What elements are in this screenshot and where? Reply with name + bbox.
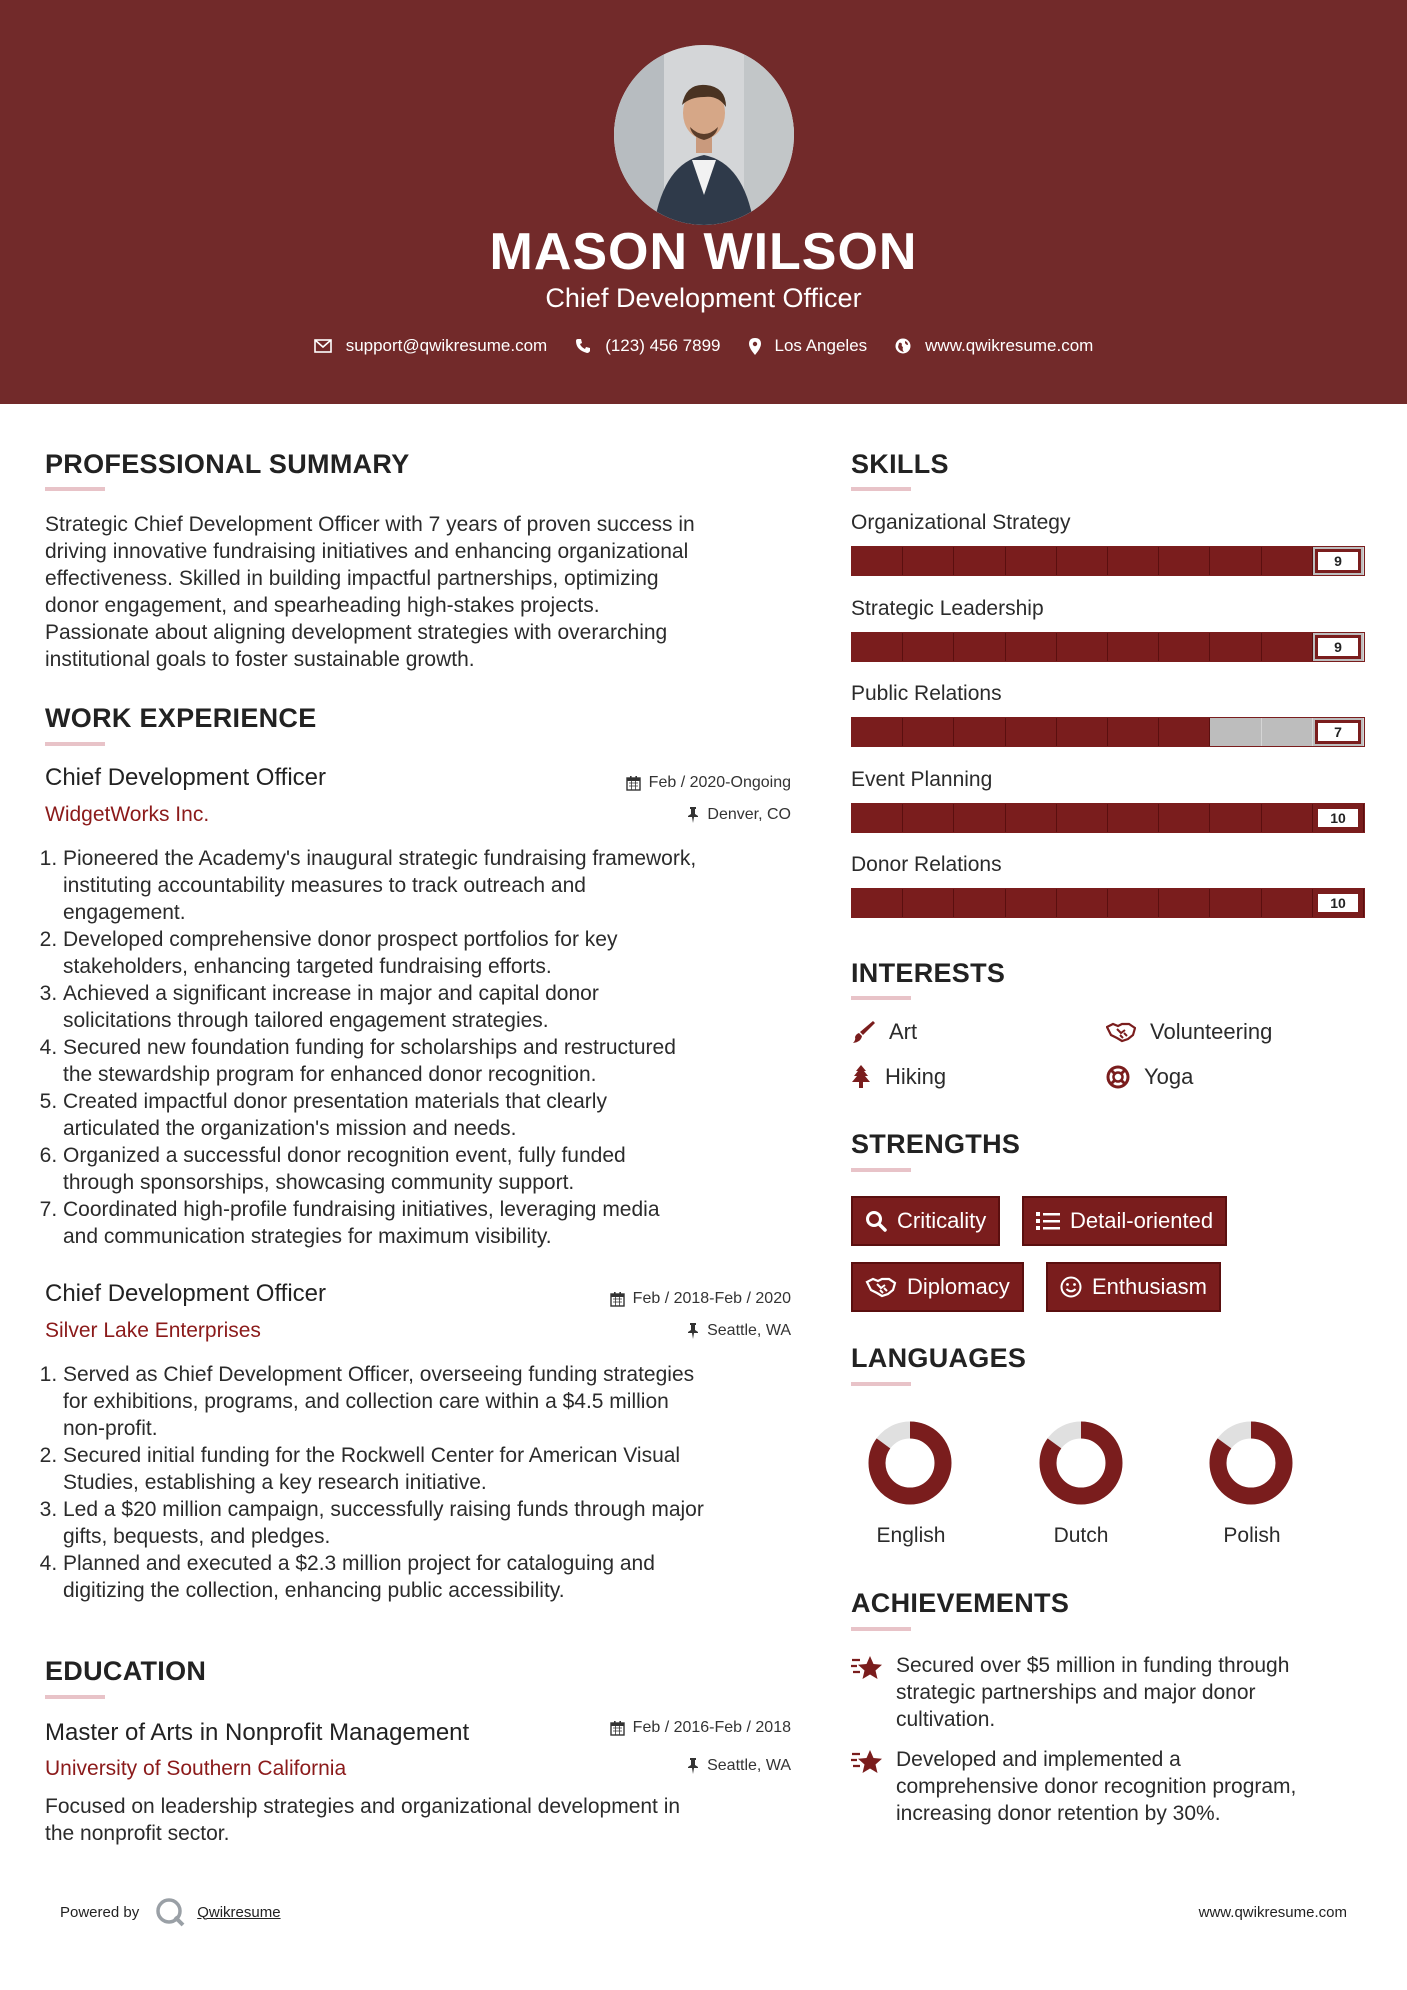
skill-bar-segment (1108, 804, 1159, 832)
interest-label: Yoga (1144, 1064, 1194, 1089)
skill-bar-segment (1262, 718, 1313, 746)
skill-bar-segment (852, 633, 903, 661)
skill-bar-segment (1006, 547, 1057, 575)
skill-level-badge: 7 (1315, 720, 1361, 744)
star-icon (851, 1655, 883, 1681)
strength-tag (1046, 1262, 1221, 1312)
skill-bar-segment (903, 633, 954, 661)
job-dates-text: Feb / 2018-Feb / 2020 (632, 1290, 791, 1307)
envelope-icon (314, 339, 332, 353)
skill-bar-segment (1210, 547, 1261, 575)
strength-label: Diplomacy (907, 1274, 1010, 1299)
interest-item (851, 1019, 917, 1045)
summary-line: institutional goals to foster sustainable growth. (45, 648, 475, 671)
skill-label: Strategic Leadership (851, 597, 1044, 620)
skill-bar-segment (903, 804, 954, 832)
contact-location (749, 336, 868, 356)
work-heading-underline (45, 742, 105, 746)
skill-bar-segment (1159, 718, 1210, 746)
paintbrush-icon (851, 1020, 875, 1044)
job-location-text: Seattle, WA (707, 1322, 791, 1339)
job-title: Chief Development Officer (45, 764, 327, 791)
candidate-title: Chief Development Officer (545, 283, 862, 313)
education-dates (500, 1719, 791, 1737)
skill-bar (851, 632, 1365, 662)
list-item: 2. Secured initial funding for the Rockwell Center for American Visual Studies, establishing a key research initiative. (63, 1442, 815, 1496)
skills-heading-underline (851, 487, 911, 491)
location-text: Los Angeles (774, 336, 868, 355)
pushpin-icon (687, 1323, 699, 1339)
skill-bar-segment (852, 889, 903, 917)
strength-tag (1022, 1196, 1227, 1246)
job-bullets (45, 845, 815, 1250)
search-icon (865, 1210, 887, 1232)
skill-bar-segment (1057, 718, 1108, 746)
skill-bar-segment (903, 547, 954, 575)
contact-website[interactable] (895, 336, 1093, 356)
profile-photo (614, 45, 794, 225)
list-item: 1. Pioneered the Academy's inaugural strategic fundraising framework, instituting accountability measures to track outreach and engagement. (63, 845, 815, 926)
list-item: 4. Planned and executed a $2.3 million project for cataloguing and digitizing the collection, enhancing public accessibility. (63, 1550, 815, 1604)
skill-bar-segment (1057, 547, 1108, 575)
summary-heading-underline (45, 487, 105, 491)
skill-bar-segment (1159, 889, 1210, 917)
candidate-name: MASON WILSON (489, 223, 918, 281)
skill-bar-segment (1262, 547, 1313, 575)
skill-level-badge: 10 (1315, 891, 1361, 915)
tree-icon (851, 1065, 871, 1089)
skill-level-badge: 9 (1315, 635, 1361, 659)
interest-label: Hiking (885, 1064, 947, 1089)
skill-bar-segment (852, 804, 903, 832)
skill-bar-segment (1108, 633, 1159, 661)
skill-bar-segment (1057, 889, 1108, 917)
phone-text: (123) 456 7899 (605, 336, 721, 355)
interest-item (851, 1064, 946, 1090)
job-location-text: Denver, CO (707, 806, 791, 823)
globe-icon (895, 338, 911, 354)
education-heading: EDUCATION (45, 1656, 207, 1686)
strength-label: Enthusiasm (1092, 1274, 1207, 1299)
skill-bar (851, 546, 1365, 576)
skill-bar-segment (1159, 547, 1210, 575)
education-location-text: Seattle, WA (707, 1757, 791, 1774)
skill-bar-segment (1057, 804, 1108, 832)
skill-bar-segment (1006, 889, 1057, 917)
interest-label: Volunteering (1150, 1019, 1273, 1044)
achievements-heading: ACHIEVEMENTS (851, 1588, 1070, 1618)
contact-phone[interactable] (575, 336, 720, 356)
skill-bar (851, 717, 1365, 747)
website-text: www.qwikresume.com (925, 336, 1094, 355)
smile-icon (1060, 1276, 1082, 1298)
contact-email[interactable] (314, 336, 548, 356)
achievement-line: Secured over $5 million in funding through (896, 1654, 1290, 1677)
achievement-line: Developed and implemented a (896, 1748, 1181, 1771)
job-location (500, 806, 791, 824)
star-icon (851, 1749, 883, 1775)
interest-label: Art (889, 1019, 918, 1044)
handshake-icon (865, 1276, 897, 1298)
map-pin-icon (749, 338, 761, 355)
powered-by-text: Powered by (60, 1903, 140, 1921)
skill-bar-segment (1006, 633, 1057, 661)
list-item: 3. Led a $20 million campaign, successfully raising funds through major gifts, bequests, and pledges. (63, 1496, 815, 1550)
summary-line: driving innovative fundraising initiatives and enhancing organizational (45, 540, 689, 563)
job-title: Chief Development Officer (45, 1280, 327, 1307)
email-text: support@qwikresume.com (345, 336, 548, 355)
skill-bar-segment (1210, 718, 1261, 746)
skill-level-badge: 10 (1315, 806, 1361, 830)
footer-powered-by (60, 1897, 281, 1927)
skill-bar-segment (1057, 633, 1108, 661)
education-description (45, 1793, 815, 1847)
list-item: 5. Created impactful donor presentation materials that clearly articulated the organization's mission and needs. (63, 1088, 815, 1142)
list-item: 3. Achieved a significant increase in major and capital donor solicitations through tailored engagement strategies. (63, 980, 815, 1034)
calendar-icon (610, 1291, 625, 1307)
strength-tag (851, 1262, 1024, 1312)
strength-tag (851, 1196, 1000, 1246)
summary-heading: PROFESSIONAL SUMMARY (45, 449, 410, 479)
list-item: 6. Organized a successful donor recognition event, fully funded through sponsorships, showcasing community support. (63, 1142, 815, 1196)
skill-label: Donor Relations (851, 853, 1002, 876)
phone-icon (575, 338, 591, 354)
job-location (500, 1322, 791, 1340)
skill-bar (851, 803, 1365, 833)
skill-bar-segment (852, 718, 903, 746)
skill-bar-segment (1006, 804, 1057, 832)
education-dates-text: Feb / 2016-Feb / 2018 (632, 1719, 791, 1736)
skill-bar-segment (1210, 804, 1261, 832)
qwikresume-logo-icon (155, 1897, 185, 1927)
skill-bar-segment (954, 889, 1005, 917)
language-label: Dutch (1053, 1524, 1109, 1547)
skill-bar (851, 888, 1365, 918)
list-item: 2. Developed comprehensive donor prospect portfolios for key stakeholders, enhancing targeted fundraising efforts. (63, 926, 815, 980)
strength-label: Criticality (897, 1208, 987, 1233)
education-heading-underline (45, 1695, 105, 1699)
education-line: Focused on leadership strategies and organizational development in (45, 1795, 681, 1818)
summary-line: donor engagement, and spearheading high-stakes projects. (45, 594, 600, 617)
footer-website[interactable]: www.qwikresume.com (1198, 1904, 1347, 1921)
calendar-icon (626, 775, 641, 791)
pushpin-icon (687, 1758, 699, 1774)
job-dates (500, 774, 791, 792)
languages-heading: LANGUAGES (851, 1343, 1027, 1373)
achievement-line: comprehensive donor recognition program, (896, 1775, 1297, 1798)
company-name: Silver Lake Enterprises (45, 1319, 261, 1342)
skills-heading: SKILLS (851, 449, 949, 479)
calendar-icon (610, 1720, 625, 1736)
skill-bar-segment (1159, 804, 1210, 832)
skill-bar-segment (1210, 633, 1261, 661)
interest-item (1106, 1064, 1193, 1090)
skill-bar-segment (1108, 547, 1159, 575)
skill-bar-segment (852, 547, 903, 575)
interests-heading: INTERESTS (851, 958, 1006, 988)
skill-bar-segment (954, 718, 1005, 746)
skill-bar-segment (1108, 718, 1159, 746)
skill-bar-segment (1262, 633, 1313, 661)
language-label: Polish (1223, 1524, 1281, 1547)
skill-bar-segment (1006, 718, 1057, 746)
achievement-line: increasing donor retention by 30%. (896, 1802, 1221, 1825)
interests-heading-underline (851, 996, 911, 1000)
school-name: University of Southern California (45, 1757, 347, 1780)
summary-text (45, 511, 815, 673)
qwikresume-link[interactable]: Qwikresume (197, 1903, 281, 1921)
strengths-heading-underline (851, 1168, 911, 1172)
skill-bar-segment (1262, 804, 1313, 832)
job-dates (500, 1290, 791, 1308)
skill-bar-segment (1210, 889, 1261, 917)
degree-title: Master of Arts in Nonprofit Management (45, 1719, 470, 1746)
skill-bar-segment (903, 718, 954, 746)
achievement-line: strategic partnerships and major donor (896, 1681, 1256, 1704)
job-dates-text: Feb / 2020-Ongoing (648, 774, 791, 791)
interest-item (1106, 1019, 1272, 1045)
skill-label: Organizational Strategy (851, 511, 1071, 534)
summary-line: effectiveness. Skilled in building impactful partnerships, optimizing (45, 567, 659, 590)
list-icon (1036, 1211, 1060, 1231)
skill-bar-segment (954, 633, 1005, 661)
list-item: 1. Served as Chief Development Officer, overseeing funding strategies for exhibitions, programs, and collection care within a $4.5 million non-profit. (63, 1361, 815, 1442)
strengths-heading: STRENGTHS (851, 1129, 1021, 1159)
lifebuoy-icon (1106, 1065, 1130, 1089)
handshake-icon (1106, 1021, 1136, 1043)
skill-bar-segment (1159, 633, 1210, 661)
job-bullets (45, 1361, 815, 1604)
achievement-item (896, 1652, 1376, 1733)
skill-bar-segment (1108, 889, 1159, 917)
resume-header (0, 0, 1407, 404)
strength-label: Detail-oriented (1070, 1208, 1214, 1233)
list-item: 7. Coordinated high-profile fundraising initiatives, leveraging media and communication strategies for maximum visibility. (63, 1196, 815, 1250)
contact-bar (0, 336, 1407, 356)
summary-line: Passionate about aligning development strategies with overarching (45, 621, 668, 644)
company-name: WidgetWorks Inc. (45, 803, 210, 826)
language-donuts (851, 1415, 1371, 1515)
languages-heading-underline (851, 1382, 911, 1386)
skill-bar-segment (954, 547, 1005, 575)
education-location (500, 1757, 791, 1775)
achievement-item (896, 1746, 1376, 1827)
skill-bar-segment (903, 889, 954, 917)
summary-line: Strategic Chief Development Officer with 7 years of proven success in (45, 513, 695, 536)
achievements-heading-underline (851, 1627, 911, 1631)
skill-bar-segment (954, 804, 1005, 832)
education-line: the nonprofit sector. (45, 1822, 230, 1845)
list-item: 4. Secured new foundation funding for scholarships and restructured the stewardship program for enhanced donor recognition. (63, 1034, 815, 1088)
work-heading: WORK EXPERIENCE (45, 703, 317, 733)
language-label: English (876, 1524, 946, 1547)
achievement-line: cultivation. (896, 1708, 996, 1731)
skill-label: Event Planning (851, 768, 993, 791)
skill-label: Public Relations (851, 682, 1002, 705)
skill-level-badge: 9 (1315, 549, 1361, 573)
pushpin-icon (687, 807, 699, 823)
skill-bar-segment (1262, 889, 1313, 917)
